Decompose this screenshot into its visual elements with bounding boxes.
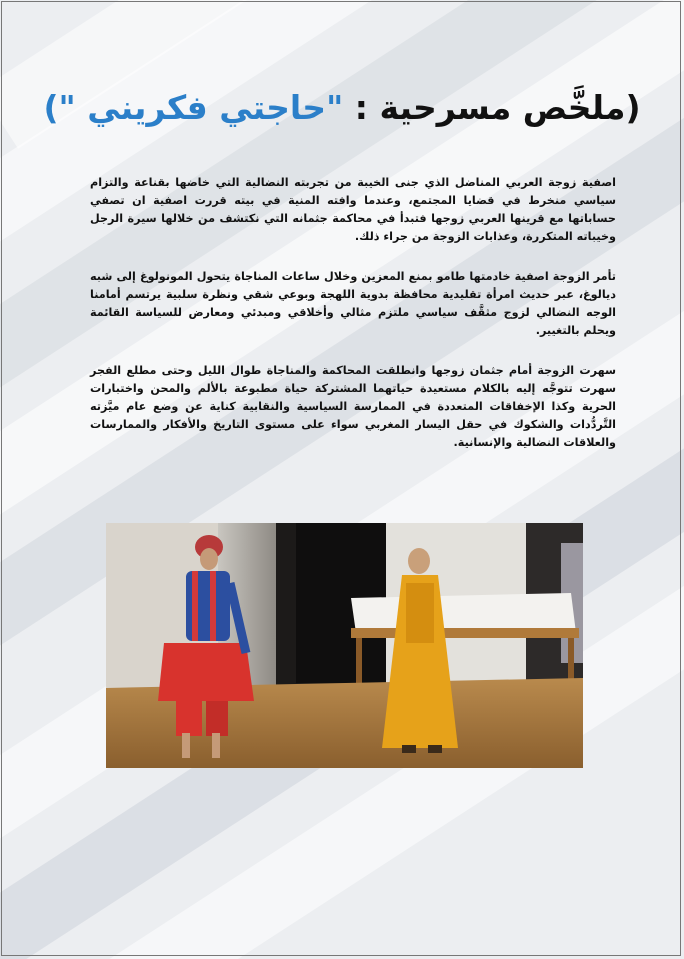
stage-photo [106, 523, 583, 768]
play-name: "حاجتي فكريني ") [43, 88, 344, 127]
paragraph-1: اصفية زوجة العربي المناضل الذي جنى الخيبة من تجربته النضالية التي خاضها بقناعة والتزام سياسي منخرط في قضايا المجتمع، وعندما وافته المنية في بيته قررت اصفية ان تصفي حساباتها مع قرينها العربي زوجها فتبدأ في محاكمة جثمانه التي نكتشف من خلالها سيرة الرجل وخيباته المتكررة، وعذابات الزوجة من جراء ذلك. [90, 176, 616, 243]
paragraph-2: تأمر الزوجة اصفية خادمتها طامو بمنع المعزين وخلال ساعات المناجاة يتحول المونولوغ إلى شبه ديالوغ، عبر حديث امرأة تقليدية محافظة بدوية اللهجة وبوعي شقي ونظرة سلبية يرتسم أمامنا الوجه النضالي لزوج مثقَّف سياسي ملتزم مثالي وأخلاقي ومبدئي ومعارض للسياسة القائمة ويحلم بالتغيير. [90, 270, 616, 337]
paragraph-3: سهرت الزوجة أمام جثمان زوجها وانطلقت المحاكمة والمناجاة طوال الليل وحتى مطلع الفجر سهرت تتوجَّه إليه بالكلام مستعيدة حياتهما المشتركة حياة مطبوعة بالألم والمحن واختبارات الحرية وكذا الإخفاقات المتعددة في الممارسة السياسية والنقابية كناية عن وضع عام ميَّزته التَّردُّدات والشكوك في حقل اليسار المغربي سواء على مستوى التاريخ والأفكار والممارسات والعلاقات النضالية والإنسانية. [90, 364, 616, 449]
page-title [40, 88, 644, 136]
title-prefix: (ملخَّص مسرحية : [354, 88, 641, 127]
stage-scene-illustration [106, 523, 583, 768]
synopsis-text [90, 174, 616, 474]
